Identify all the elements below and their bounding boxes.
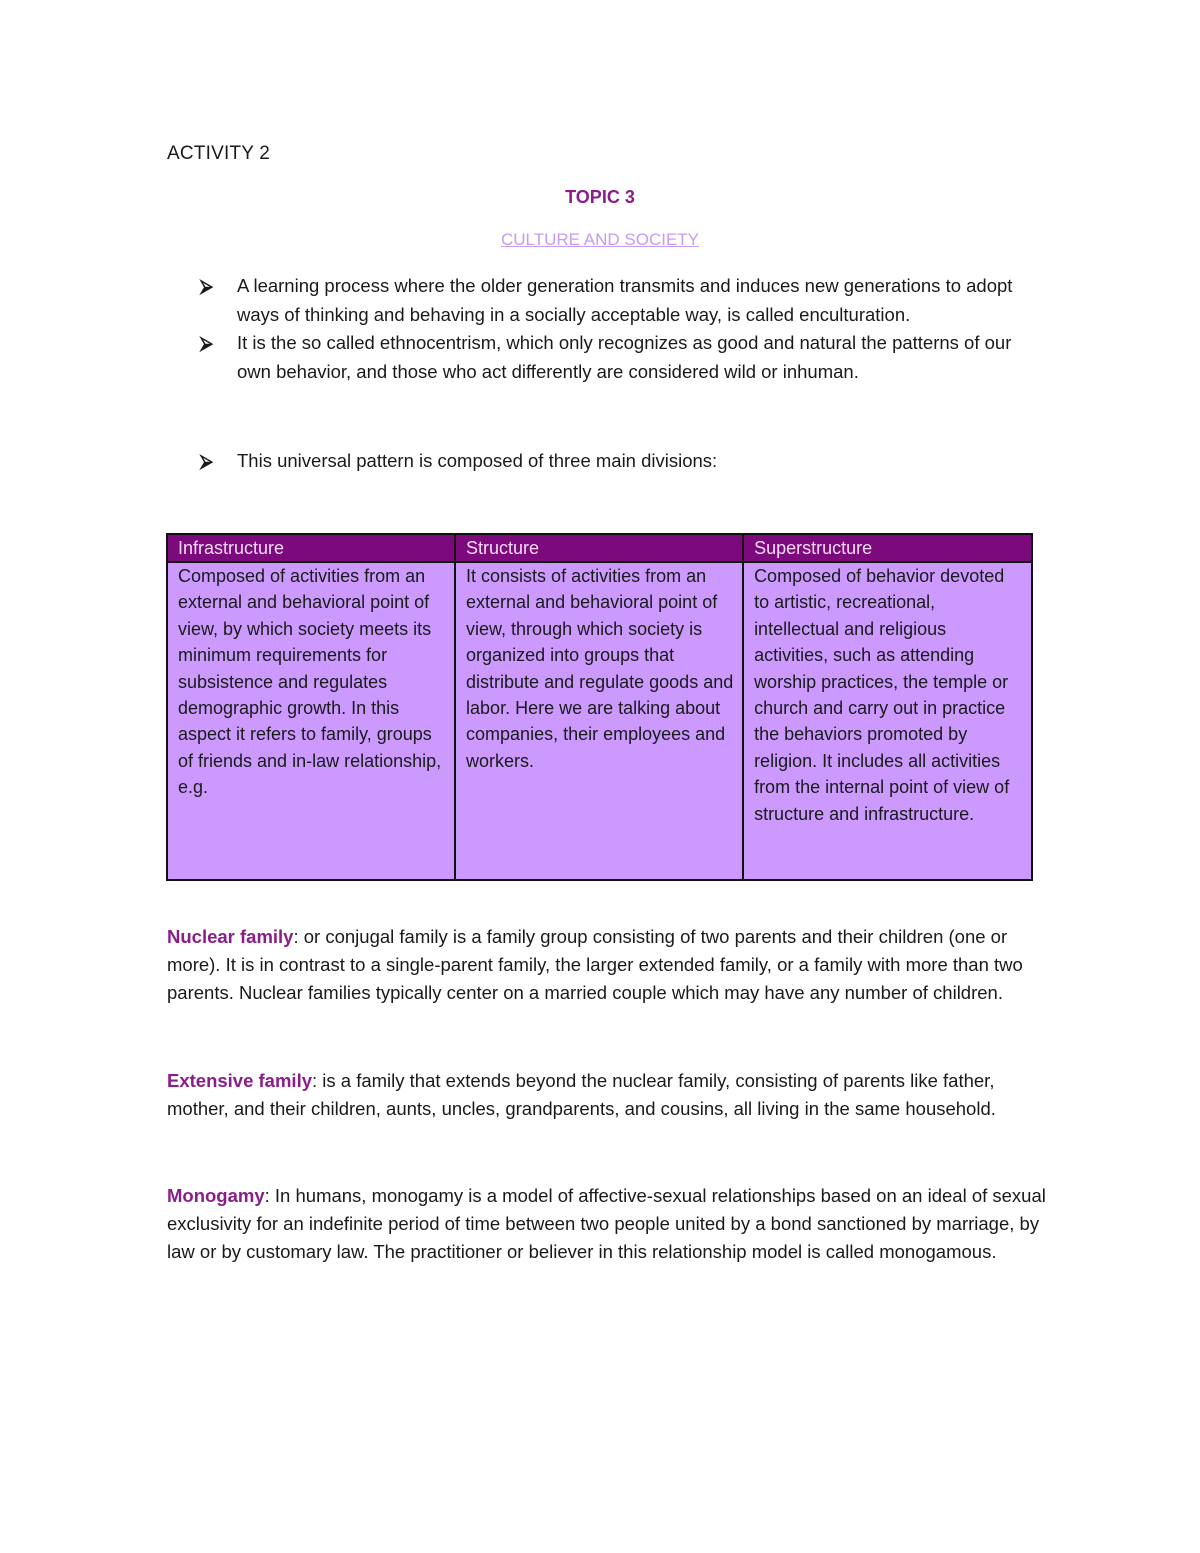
bullet-item [200, 447, 1040, 476]
definition-nuclear-family [167, 923, 1047, 1008]
column-header-structure: Structure [455, 534, 743, 562]
table-header-row [167, 534, 1032, 562]
definitions-section [167, 923, 1047, 1267]
arrow-bullet-icon: ⮚ [200, 333, 213, 353]
activity-label: ACTIVITY 2 [167, 143, 271, 164]
arrow-bullet-icon: ⮚ [200, 451, 213, 471]
definition-monogamy [167, 1182, 1047, 1267]
bullet-text: A learning process where the older generation transmits and induces new generations to adopt ways of thinking and behaving in a socially acceptable way, is called enculturation. [237, 275, 1013, 325]
column-header-infrastructure: Infrastructure [167, 534, 455, 562]
topic-heading: TOPIC 3 [565, 187, 635, 207]
bullet-list [200, 272, 1040, 476]
table-row [167, 562, 1032, 880]
document-title: CULTURE AND SOCIETY [500, 230, 700, 249]
definition-term: Monogamy [167, 1185, 265, 1207]
cell-superstructure: Composed of behavior devoted to artistic, recreational, intellectual and religious activities, such as attending worship practices, the temple or church and carry out in practice the behaviors promoted by religion. It includes all activities from the internal point of view of structure and infrastructure. [743, 562, 1032, 880]
definition-text: : In humans, monogamy is a model of affective-sexual relationships based on an ideal of sexual exclusivity for an indefinite period of time between two people united by a bond sanctioned by marriage, by law or by customary law. The practitioner or believer in this relationship model is called monogamous. [167, 1185, 1046, 1263]
definition-term: Nuclear family [167, 926, 294, 947]
cell-structure: It consists of activities from an external and behavioral point of view, through which society is organized into groups that distribute and regulate goods and labor. Here we are talking about companies, their employees and workers. [455, 562, 743, 880]
bullet-item [200, 272, 1040, 329]
cell-infrastructure: Composed of activities from an external and behavioral point of view, by which society meets its minimum requirements for subsistence and regulates demographic growth. In this aspect it refers to family, groups of friends and in-law relationship, e.g. [167, 562, 455, 880]
divisions-table [166, 533, 1033, 881]
bullet-text: This universal pattern is composed of three main divisions: [237, 450, 718, 471]
bullet-text: It is the so called ethnocentrism, which only recognizes as good and natural the patterns of our own behavior, and those who act differently are considered wild or inhuman. [237, 332, 1012, 382]
definition-extensive-family [167, 1067, 1047, 1123]
definition-term: Extensive family [167, 1069, 312, 1091]
definition-text: : is a family that extends beyond the nuclear family, consisting of parents like father, mother, and their children, aunts, uncles, grandparents, and cousins, all living in the same household. [167, 1069, 996, 1119]
bullet-item [200, 329, 1040, 386]
definition-text: : or conjugal family is a family group consisting of two parents and their children (one or more). It is in contrast to a single-parent family, the larger extended family, or a family with more than two parents. Nuclear families typically center on a married couple which may have any number of children. [167, 926, 1023, 1004]
arrow-bullet-icon: ⮚ [200, 276, 213, 296]
column-header-superstructure: Superstructure [743, 534, 1032, 562]
